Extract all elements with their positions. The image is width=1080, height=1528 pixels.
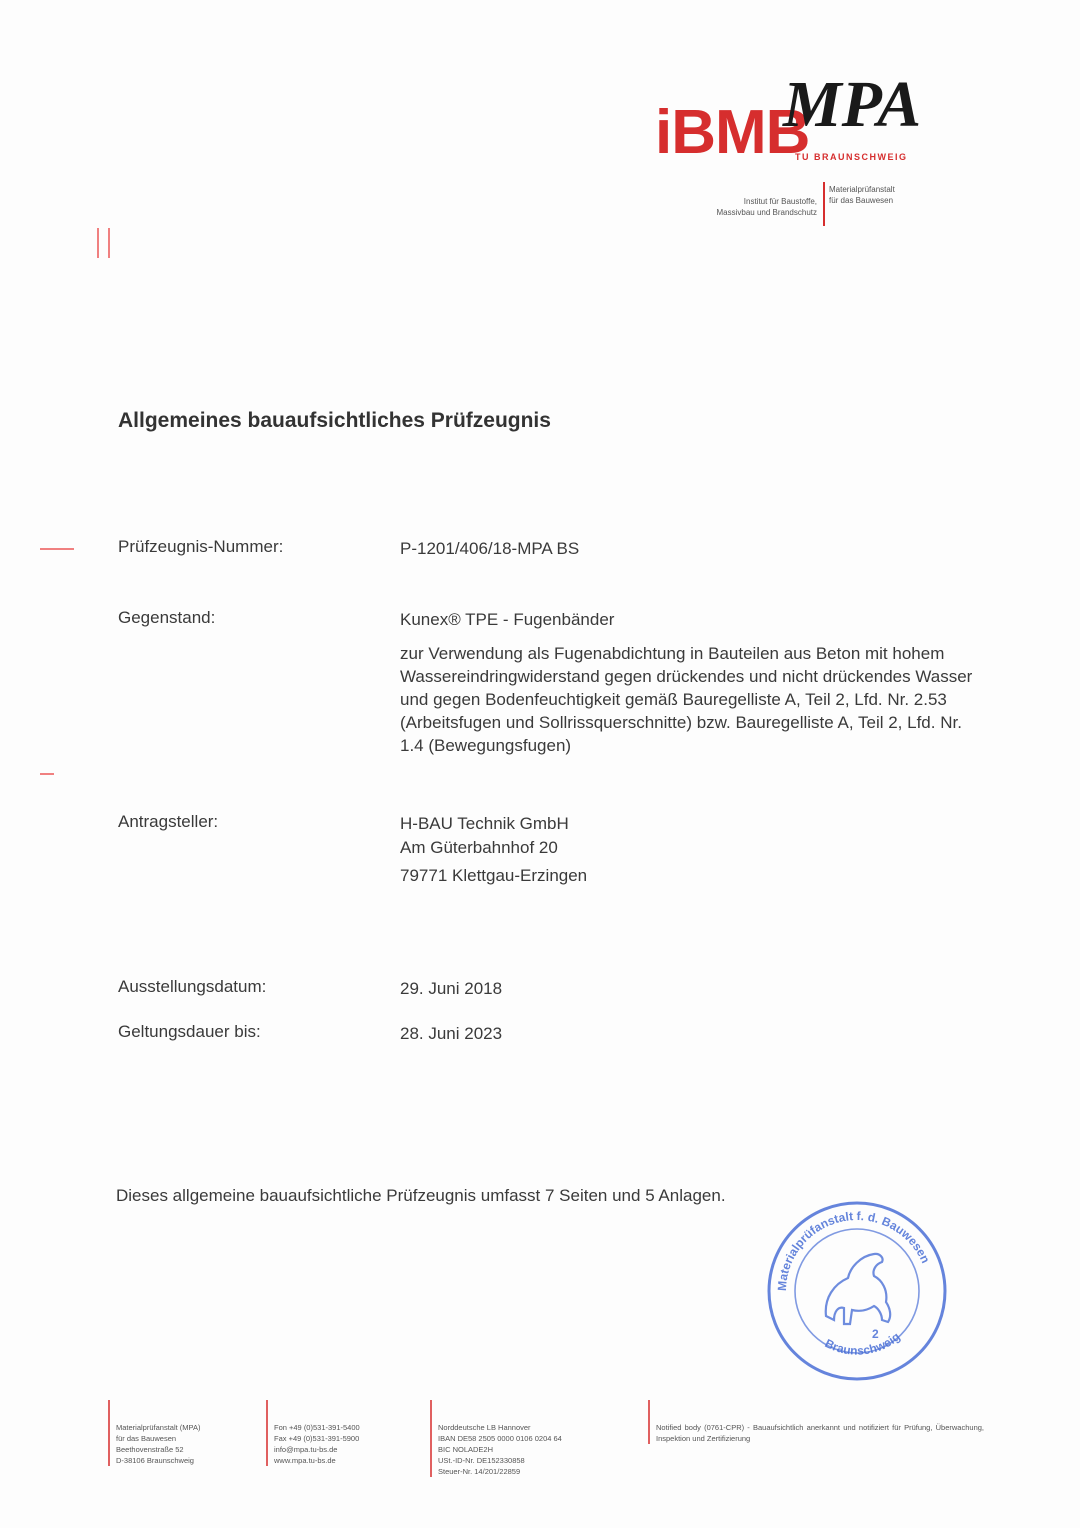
official-seal-icon	[764, 1198, 950, 1384]
antragsteller-label: Antragsteller:	[118, 812, 219, 831]
logo	[655, 68, 955, 232]
nummer-value: P-1201/406/18-MPA BS	[400, 539, 580, 558]
footer-notified-body: Notified body (0761-CPR) - Bauaufsichtlich anerkannt und notifiziert für Prüfung, Überwachung, Inspektion und Zertifizierung	[648, 1400, 984, 1444]
logo-institute-left: Institut für Baustoffe, Massivbau und Brandschutz	[716, 197, 817, 217]
antragsteller-city: 79771 Klettgau-Erzingen	[400, 866, 588, 885]
antragsteller-street: Am Güterbahnhof 20	[400, 838, 558, 857]
punch-mark	[108, 228, 110, 258]
ausstellung-label: Ausstellungsdatum:	[118, 977, 267, 996]
geltung-label: Geltungsdauer bis:	[118, 1022, 261, 1041]
document-title: Allgemeines bauaufsichtliches Prüfzeugnis	[118, 409, 551, 432]
logo-ibmb-text: iBMB	[655, 98, 810, 167]
footer-bank: Norddeutsche LB Hannover IBAN DE58 2505 0000 0106 0204 64 BIC NOLADE2H USt.-ID-Nr. DE152330858 Steuer-Nr. 14/201/22859	[430, 1400, 643, 1477]
fold-mark	[40, 548, 74, 550]
gegenstand-description: zur Verwendung als Fugenabdichtung in Bauteilen aus Beton mit hohem Wassereindringwiderstand gegen drückendes und nicht drückendes Wasser und gegen Bodenfeuchtigkeit gemäß Bauregelliste A, Teil 2, Lfd. Nr. 2.53 (Arbeitsfugen und Sollrissquerschnitte) bzw. Bauregelliste A, Teil 2, Lfd. Nr. 1.4 (Bewegungsfugen)	[400, 644, 973, 755]
footer-address: Materialprüfanstalt (MPA) für das Bauwesen Beethovenstraße 52 D-38106 Braunschweig	[108, 1400, 266, 1466]
ausstellung-value: 29. Juni 2018	[400, 979, 503, 998]
gegenstand-title: Kunex® TPE - Fugenbänder	[400, 610, 615, 629]
geltung-value: 28. Juni 2023	[400, 1024, 503, 1043]
document-summary: Dieses allgemeine bauaufsichtliche Prüfzeugnis umfasst 7 Seiten und 5 Anlagen.	[116, 1186, 726, 1205]
logo-mpa-text: MPA	[783, 68, 922, 141]
footer-contact: Fon +49 (0)531-391-5400 Fax +49 (0)531-391-5900 info@mpa.tu-bs.de www.mpa.tu-bs.de	[266, 1400, 424, 1466]
fold-mark	[40, 773, 54, 775]
antragsteller-company: H-BAU Technik GmbH	[400, 814, 569, 833]
logo-tu-text: TU BRAUNSCHWEIG	[795, 152, 908, 162]
punch-mark	[97, 228, 99, 258]
seal-text: Materialprüfanstalt f. d. Bauwesen	[774, 1209, 933, 1292]
seal-city: Braunschweig	[822, 1329, 903, 1358]
nummer-label: Prüfzeugnis-Nummer:	[118, 537, 284, 556]
svg-text:Braunschweig	[823, 1329, 903, 1357]
logo-divider	[823, 182, 825, 226]
seal-number: 2	[872, 1327, 879, 1341]
logo-institute-right: Materialprüfanstalt für das Bauwesen	[829, 185, 895, 205]
gegenstand-label: Gegenstand:	[118, 608, 216, 627]
